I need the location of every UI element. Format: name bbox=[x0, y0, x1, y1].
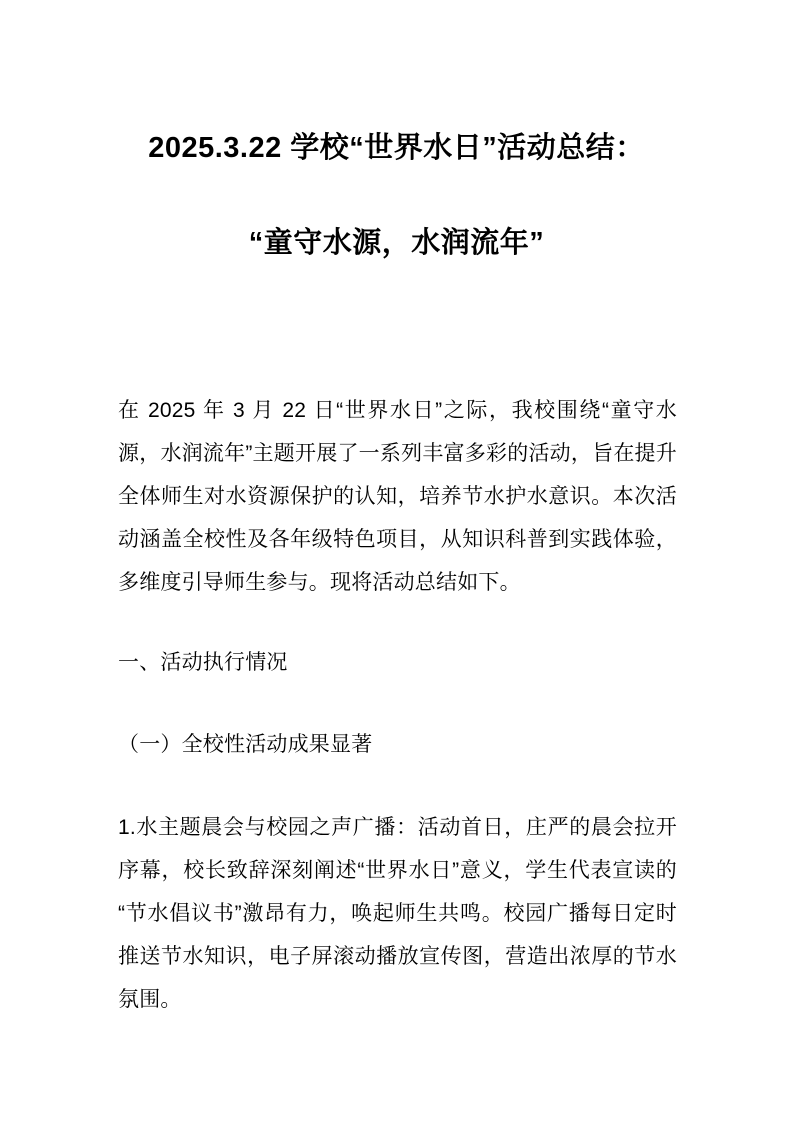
subsection-heading: （一）全校性活动成果显著 bbox=[118, 733, 373, 756]
intro-paragraph: 在 2025 年 3 月 22 日“世界水日”之际，我校围绕“童守水源，水润流年”主题开展了一系列丰富多彩的活动，旨在提升全体师生对水资源保护的认知，培养节水护水意识。本次活动涵盖全校性及各年级特色项目，从知识科普到实践体验，多维度引导师生参与。现将活动总结如下。 bbox=[118, 399, 677, 594]
document-body bbox=[0, 389, 793, 1021]
detail-paragraph: 1.水主题晨会与校园之声广播：活动首日，庄严的晨会拉开序幕，校长致辞深刻阐述“世界水日”意义，学生代表宣读的“节水倡议书”激昂有力，唤起师生共鸣。校园广播每日定时推送节水知识，电子屏滚动播放宣传图，营造出浓厚的节水氛围。 bbox=[118, 816, 677, 1011]
document-title-line2: “童守水源，水润流年” bbox=[248, 227, 545, 259]
section-heading: 一、活动执行情况 bbox=[118, 651, 288, 674]
document-title-line1: 2025.3.22 学校“世界水日”活动总结： bbox=[148, 132, 645, 164]
